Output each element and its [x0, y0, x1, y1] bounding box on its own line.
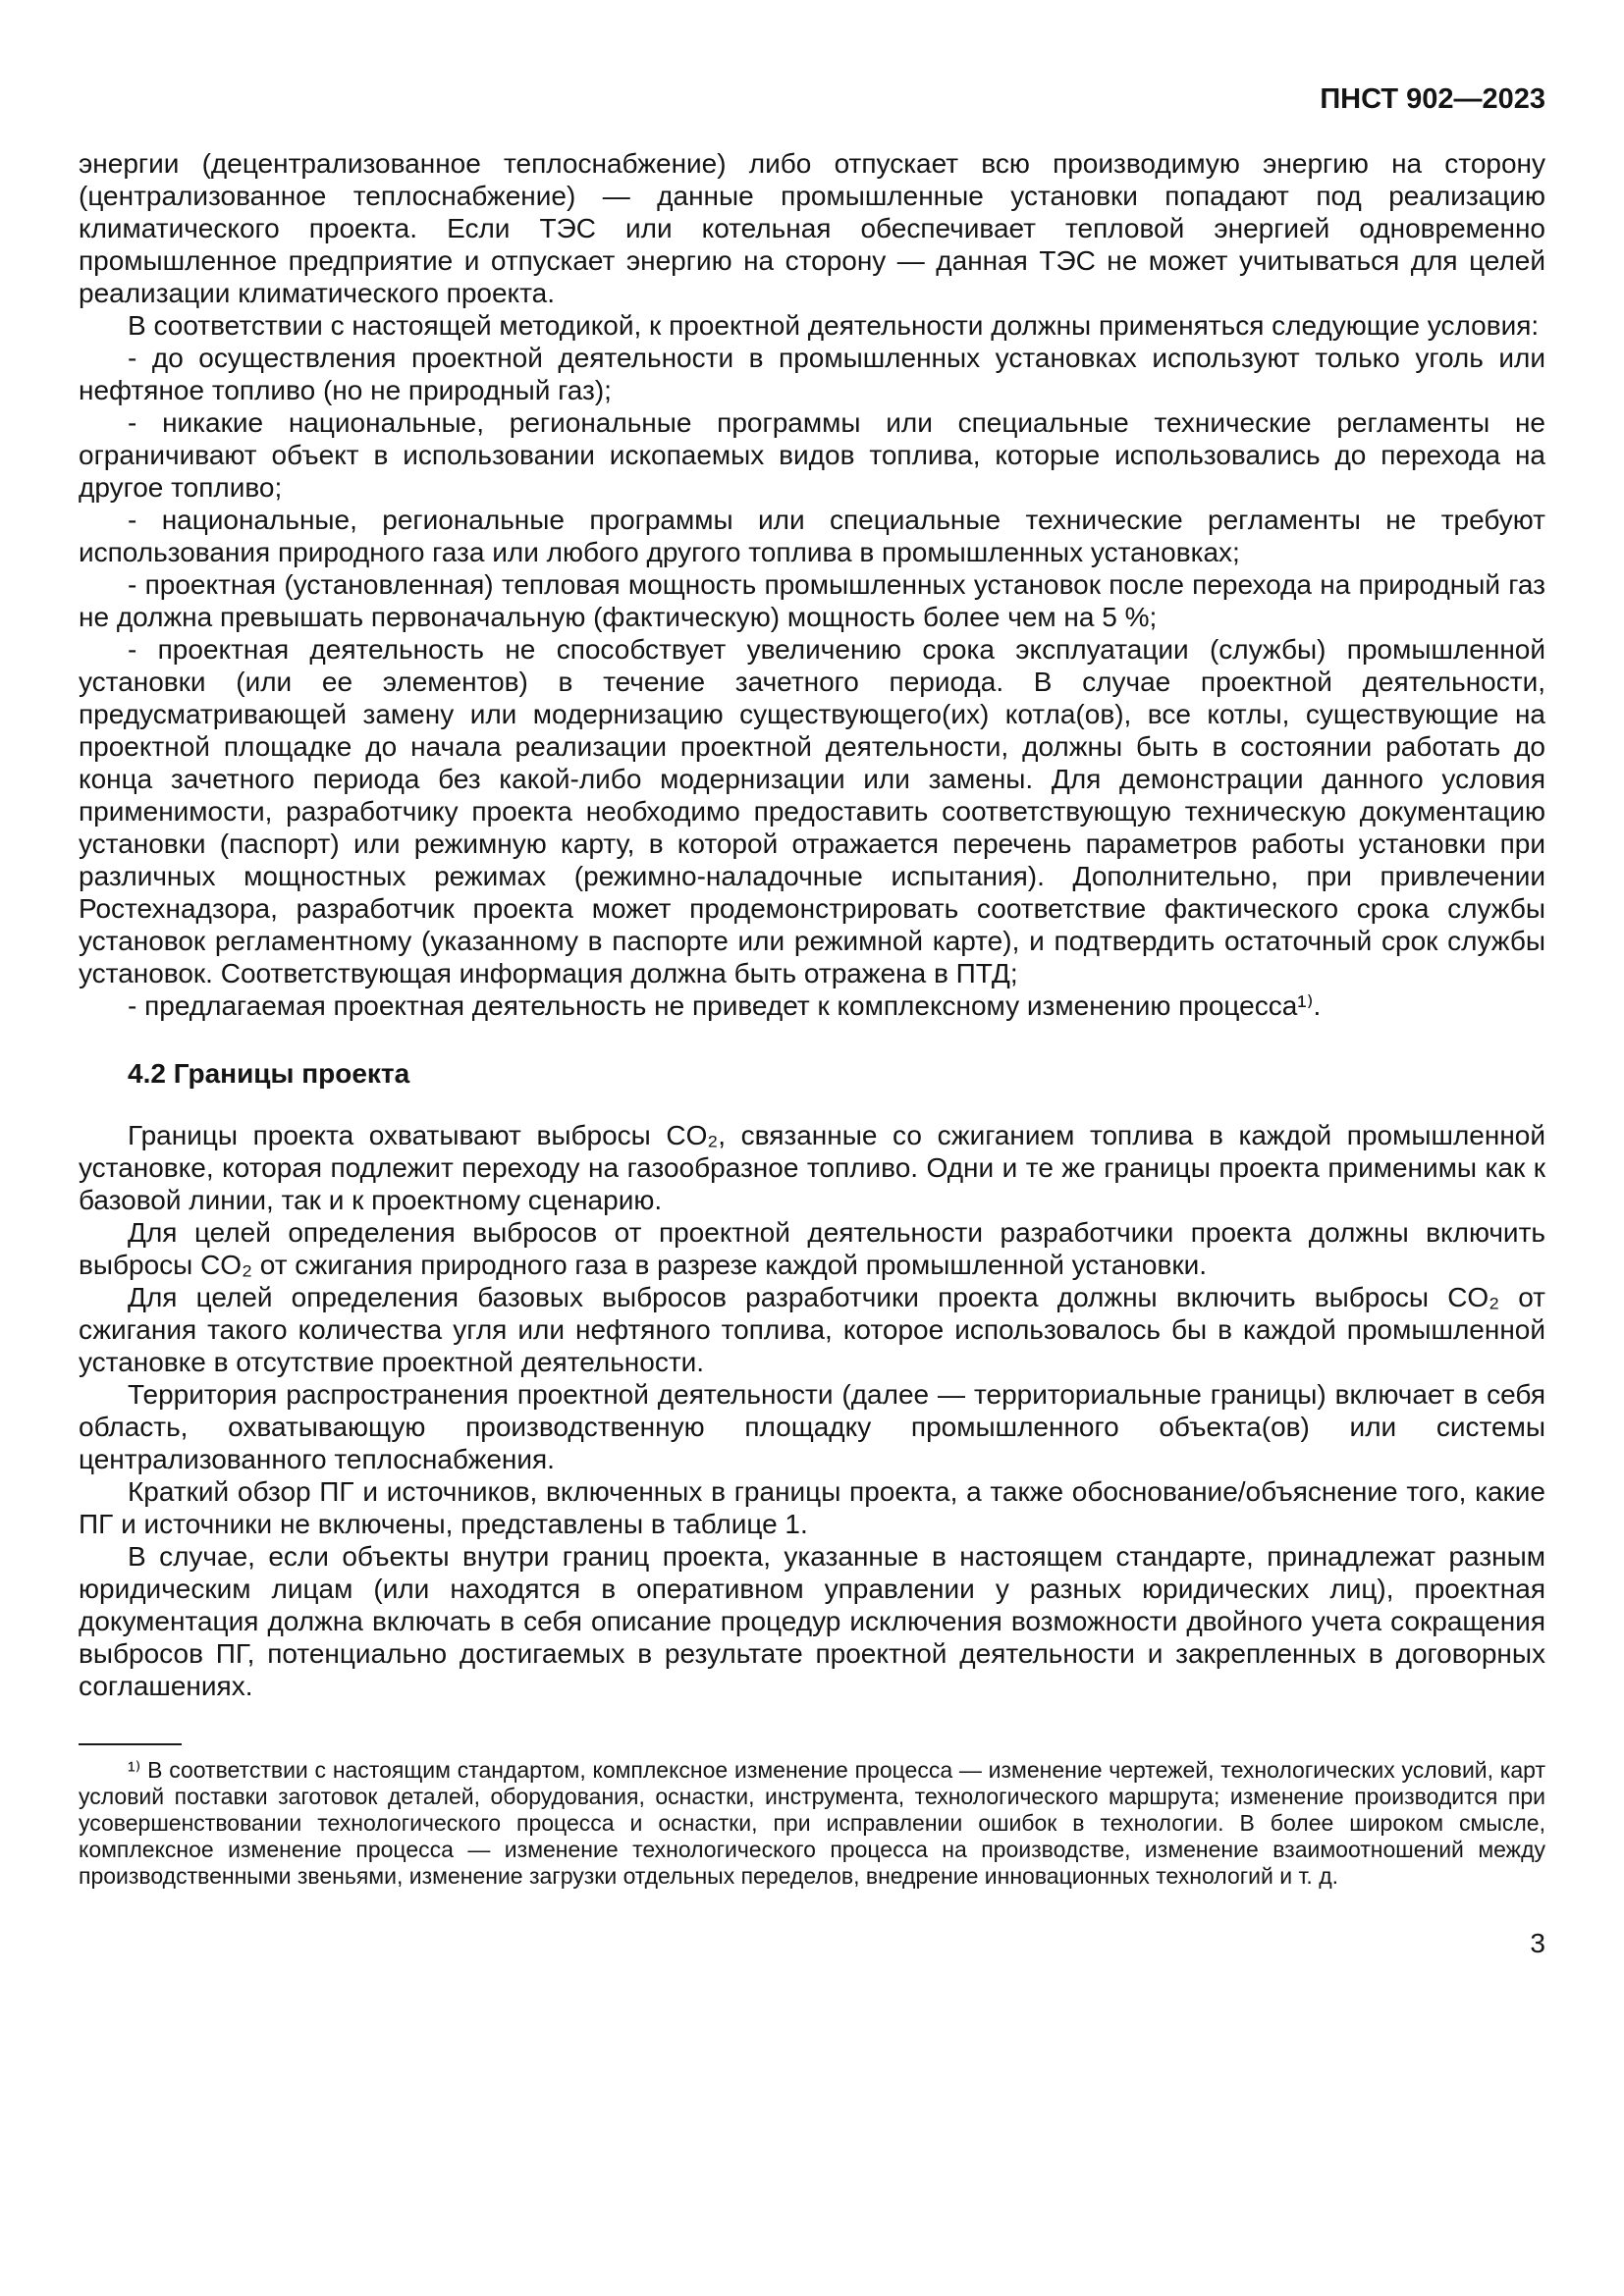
footnote-separator	[79, 1743, 182, 1745]
list-item-paragraph: - проектная деятельность не способствует увеличению срока эксплуатации (службы) промышленной установки (или ее элементов) в течение зачетного периода. В случае проектной деятельности, предусматривающей замену или модернизацию существующего(их) котла(ов), все котлы, существующие на проектной площадке до начала реализации проектной деятельности, должны быть в состоянии работать до конца зачетного периода без какой-либо модернизации или замены. Для демонстрации данного условия применимости, разработчику проекта необходимо предоставить соответствующую техническую документацию установки (паспорт) или режимную карту, в которой отражается перечень параметров работы установки при различных мощностных режимах (режимно-наладочные испытания). Дополнительно, при привлечении Ростехнадзора, разработчик проекта может продемонстрировать соответствие фактического срока службы установок регламентному (указанному в паспорте или режимной карте), и подтвердить остаточный срок службы установок. Соответствующая информация должна быть отражена в ПТД;	[79, 634, 1545, 988]
paragraph: Для целей определения выбросов от проектной деятельности разработчики проекта должны включить выбросы CO₂ от сжигания природного газа в разрезе каждой промышленной установки.	[79, 1217, 1545, 1280]
paragraph: Территория распространения проектной деятельности (далее — территориальные границы) включает в себя область, охватывающую производственную площадку промышленного объекта(ов) или системы централизованного теплоснабжения.	[79, 1379, 1545, 1474]
list-item-paragraph: - до осуществления проектной деятельности в промышленных установках используют только уголь или нефтяное топливо (но не природный газ);	[79, 343, 1545, 405]
paragraph: Краткий обзор ПГ и источников, включенных в границы проекта, а также обоснование/объяснение того, какие ПГ и источники не включены, представлены в таблице 1.	[79, 1476, 1545, 1539]
list-item-paragraph: - никакие национальные, региональные программы или специальные технические регламенты не ограничивают объект в использовании ископаемых видов топлива, которые использовались до перехода на другое топливо;	[79, 407, 1545, 503]
list-item-paragraph: - национальные, региональные программы или специальные технические регламенты не требуют использования природного газа или любого другого топлива в промышленных установках;	[79, 505, 1545, 567]
document-code: ПНСТ 902—2023	[1320, 83, 1545, 115]
document-body	[79, 147, 1545, 1702]
paragraph: Для целей определения базовых выбросов разработчики проекта должны включить выбросы CO₂ от сжигания такого количества угля или нефтяного топлива, которое использовалось бы в каждой промышленной установке в отсутствие проектной деятельности.	[79, 1282, 1545, 1377]
list-item-paragraph: - предлагаемая проектная деятельность не приведет к комплексному изменению процесса¹⁾.	[128, 990, 1322, 1021]
paragraph: Границы проекта охватывают выбросы CO₂, связанные со сжиганием топлива в каждой промышленной установке, которая подлежит переходу на газообразное топливо. Одни и те же границы проекта применимы как к базовой линии, так и к проектному сценарию.	[79, 1120, 1545, 1215]
paragraph: энергии (децентрализованное теплоснабжение) либо отпускает всю производимую энергию на сторону (централизованное теплоснабжение) — данные промышленные установки попадают под реализацию климатического проекта. Если ТЭС или котельная обеспечивает тепловой энергией одновременно промышленное предприятие и отпускает энергию на сторону — данная ТЭС не может учитываться для целей реализации климатического проекта.	[79, 148, 1545, 308]
footnote-area	[79, 1743, 1545, 1890]
paragraph: В случае, если объекты внутри границ проекта, указанные в настоящем стандарте, принадлежат разным юридическим лицам (или находятся в оперативном управлении у разных юридических лиц), проектная документация должна включать в себя описание процедур исключения возможности двойного учета сокращения выбросов ПГ, потенциально достигаемых в результате проектной деятельности и закрепленных в договорных соглашениях.	[79, 1541, 1545, 1701]
footnote-text: ¹⁾ В соответствии с настоящим стандартом, комплексное изменение процесса — изменение чертежей, технологических условий, карт условий поставки заготовок деталей, оборудования, оснастки, инструмента, технологического маршрута; изменение производится при усовершенствовании технологического процесса и оснастки, при исправлении ошибок в технологии. В более широком смысле, комплексное изменение процесса — изменение технологического процесса на производстве, изменение взаимоотношений между производственными звеньями, изменение загрузки отдельных переделов, внедрение инновационных технологий и т. д.	[79, 1757, 1545, 1889]
paragraph: В соответствии с настоящей методикой, к проектной деятельности должны применяться следующие условия:	[128, 310, 1540, 341]
section-heading: 4.2 Границы проекта	[128, 1058, 410, 1089]
list-item-paragraph: - проектная (установленная) тепловая мощность промышленных установок после перехода на природный газ не должна превышать первоначальную (фактическую) мощность более чем на 5 %;	[79, 569, 1545, 632]
page-number: 3	[1530, 1928, 1545, 1958]
